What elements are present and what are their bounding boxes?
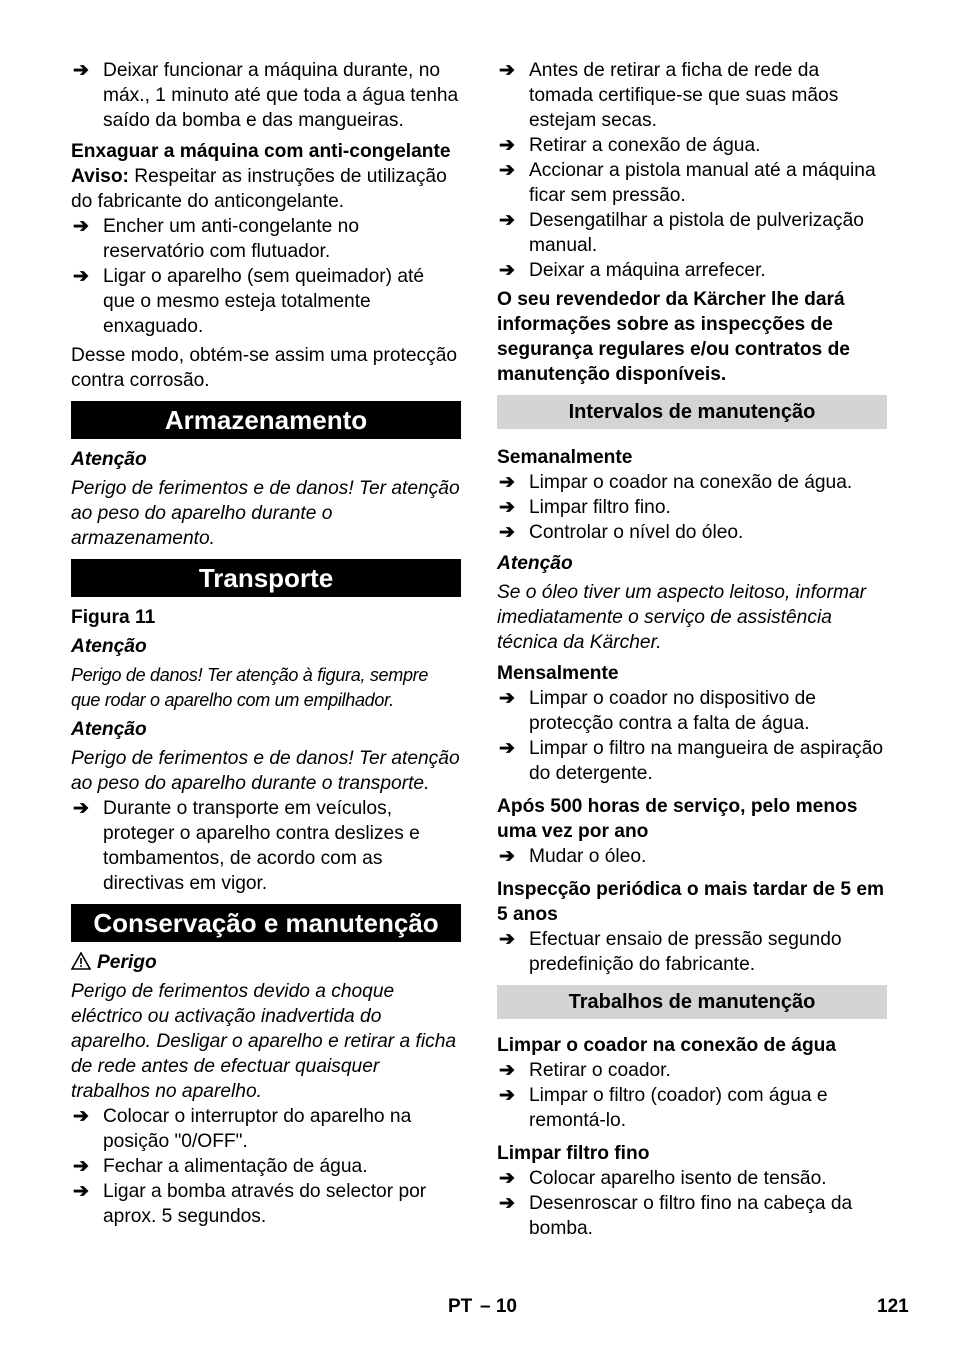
- footer-language: PT: [448, 1296, 473, 1317]
- list-item: ➔ Antes de retirar a ficha de rede da tomada certifique-se que suas mãos estejam secas.: [499, 60, 839, 131]
- list-item: ➔ Ligar o aparelho (sem queimador) até que o mesmo esteja totalmente enxaguado.: [73, 266, 425, 337]
- arrow-icon: ➔: [73, 216, 89, 237]
- arrow-icon: ➔: [499, 260, 515, 281]
- subheading-after-500h: Após 500 horas de serviço, pelo menos uma vez por ano: [497, 796, 858, 842]
- arrow-icon: ➔: [499, 688, 515, 709]
- section-title-maintenance: Conservação e manutenção: [71, 904, 461, 942]
- list-item: ➔ Deixar funcionar a máquina durante, no máx., 1 minuto até que toda a água tenha saído da bomba e das mangueiras.: [73, 60, 459, 131]
- list-item: ➔ Durante o transporte em veículos, proteger o aparelho contra deslizes e tombamentos, de acordo com as directivas em vigor.: [73, 798, 420, 894]
- subheading-weekly: Semanalmente: [497, 447, 633, 468]
- arrow-icon: ➔: [499, 497, 515, 518]
- section-title-transport: Transporte: [71, 559, 461, 597]
- list-item: ➔ Desengatilhar a pistola de pulverização manual.: [499, 210, 864, 256]
- arrow-icon: ➔: [499, 135, 515, 156]
- section-title-intervals: Intervalos de manutenção: [497, 395, 887, 429]
- arrow-icon: ➔: [499, 60, 515, 81]
- section-title-work: Trabalhos de manutenção: [497, 985, 887, 1019]
- arrow-icon: ➔: [73, 1156, 89, 1177]
- subheading-fine-filter: Limpar filtro fino: [497, 1143, 650, 1164]
- arrow-icon: ➔: [499, 1168, 515, 1189]
- arrow-icon: ➔: [499, 472, 515, 493]
- list-item: ➔ Deixar a máquina arrefecer.: [499, 260, 766, 281]
- arrow-icon: ➔: [73, 266, 89, 287]
- warning-text: Se o óleo tiver um aspecto leitoso, informar imediatamente o serviço de assistência técnica da Kärcher.: [497, 582, 867, 653]
- list-item: ➔ Ligar a bomba através do selector por aprox. 5 segundos.: [73, 1181, 427, 1227]
- arrow-icon: ➔: [73, 1181, 89, 1202]
- arrow-icon: ➔: [499, 1060, 515, 1081]
- attention-label: Atenção: [71, 636, 147, 657]
- page-number: 121: [877, 1296, 909, 1317]
- body-paragraph: Desse modo, obtém-se assim uma protecção contra corrosão.: [71, 345, 458, 391]
- list-item: ➔ Controlar o nível do óleo.: [499, 522, 744, 543]
- subheading-clean-strainer: Limpar o coador na conexão de água: [497, 1035, 837, 1056]
- list-item: ➔ Limpar filtro fino.: [499, 497, 671, 518]
- list-item: ➔ Accionar a pistola manual até a máquina ficar sem pressão.: [499, 160, 876, 206]
- list-item: ➔ Limpar o filtro (coador) com água e remontá-lo.: [499, 1085, 828, 1131]
- list-item: ➔ Limpar o coador na conexão de água.: [499, 472, 853, 493]
- arrow-icon: ➔: [73, 1106, 89, 1127]
- notice-paragraph: Aviso: Respeitar as instruções de utilização do fabricante do anticongelante.: [71, 166, 447, 212]
- list-item: ➔ Desenroscar o filtro fino na cabeça da bomba.: [499, 1193, 853, 1239]
- list-item: ➔ Efectuar ensaio de pressão segundo predefinição do fabricante.: [499, 929, 842, 975]
- list-item: ➔ Colocar o interruptor do aparelho na posição "0/OFF".: [73, 1106, 412, 1152]
- list-item: ➔ Encher um anti-congelante no reservatório com flutuador.: [73, 216, 359, 262]
- arrow-icon: ➔: [73, 798, 89, 819]
- list-item: ➔ Fechar a alimentação de água.: [73, 1156, 368, 1177]
- attention-label: Atenção: [71, 719, 147, 740]
- list-item: ➔ Limpar o coador no dispositivo de protecção contra a falta de água.: [499, 688, 816, 734]
- dealer-notice: O seu revendedor da Kärcher lhe dará informações sobre as inspecções de segurança regulares e/ou contratos de manutenção disponíveis.: [497, 289, 850, 385]
- arrow-icon: ➔: [73, 60, 89, 81]
- list-item: ➔ Colocar aparelho isento de tensão.: [499, 1168, 827, 1189]
- arrow-icon: ➔: [499, 522, 515, 543]
- list-item: ➔ Retirar o coador.: [499, 1060, 671, 1081]
- list-item: ➔ Retirar a conexão de água.: [499, 135, 761, 156]
- figure-reference: Figura 11: [71, 607, 156, 628]
- warning-text: Perigo de ferimentos e de danos! Ter atenção ao peso do aparelho durante o armazenamento.: [71, 478, 460, 549]
- warning-text: Perigo de ferimentos devido a choque eléctrico ou activação inadvertida do aparelho. Desligar o aparelho e retirar a ficha de rede antes de efectuar quaisquer trabalhos no aparelho.: [71, 981, 457, 1102]
- arrow-icon: ➔: [499, 929, 515, 950]
- section-title-storage: Armazenamento: [71, 401, 461, 439]
- subheading-monthly: Mensalmente: [497, 663, 619, 684]
- arrow-icon: ➔: [499, 160, 515, 181]
- footer-section-page: – 10: [480, 1296, 517, 1317]
- warning-text: Perigo de ferimentos e de danos! Ter atenção ao peso do aparelho durante o transporte.: [71, 748, 460, 794]
- attention-label: Atenção: [497, 553, 573, 574]
- list-item: ➔ Mudar o óleo.: [499, 846, 647, 867]
- warning-text: Perigo de danos! Ter atenção à figura, sempre que rodar o aparelho com um empilhador.: [71, 665, 429, 710]
- arrow-icon: ➔: [499, 210, 515, 231]
- arrow-icon: ➔: [499, 1085, 515, 1106]
- danger-label: Perigo: [71, 950, 461, 975]
- section-subheading: Enxaguar a máquina com anti-congelante: [71, 141, 451, 162]
- subheading-periodic: Inspecção periódica o mais tardar de 5 em 5 anos: [497, 879, 885, 925]
- list-item: ➔ Limpar o filtro na mangueira de aspiração do detergente.: [499, 738, 884, 784]
- attention-label: Atenção: [71, 449, 147, 470]
- right-column: [497, 58, 887, 1241]
- arrow-icon: ➔: [499, 738, 515, 759]
- arrow-icon: ➔: [499, 846, 515, 867]
- warning-triangle-icon: [71, 952, 91, 970]
- left-column: [71, 58, 461, 1229]
- arrow-icon: ➔: [499, 1193, 515, 1214]
